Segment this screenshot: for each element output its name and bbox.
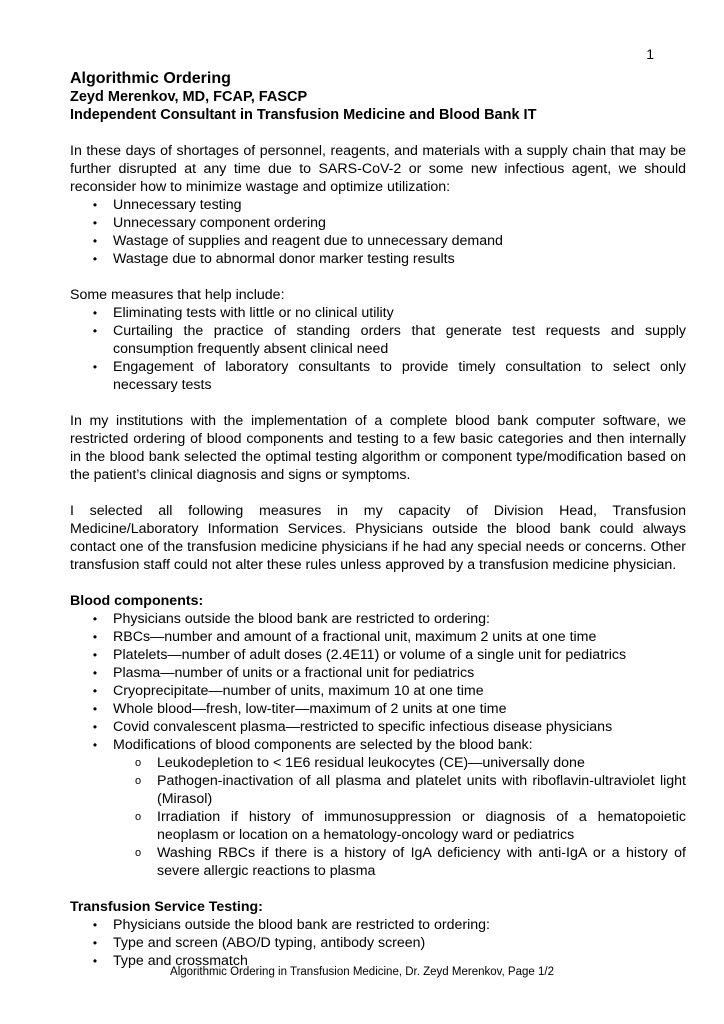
list-item: • Physicians outside the blood bank are restricted to ordering: <box>70 610 686 628</box>
testing-heading: Transfusion Service Testing: <box>70 899 263 915</box>
document-body <box>70 70 686 970</box>
blood-components-heading: Blood components: <box>70 593 204 609</box>
list-item: • Eliminating tests with little or no clinical utility <box>70 304 686 322</box>
bullet-icon: • <box>92 630 98 644</box>
list-item: • Cryoprecipitate—number of units, maximum 10 at one time <box>70 682 686 700</box>
spacer <box>70 268 686 286</box>
bullet-icon: • <box>92 216 98 230</box>
bullet-icon: • <box>92 738 98 752</box>
bullet-icon: • <box>92 360 98 374</box>
list-item: • Modifications of blood components are selected by the blood bank: o Leukodepletion to < 1E6 residual leukocytes (CE)—universally done o Pathogen-inactivation of all plasma and platelet units with riboflavin-ultraviolet light (Mirasol) o Irradiation if history of immunosuppression or diagnosis of a hematopoietic neoplasm or location on a hematology-oncology ward or pediatrics o Washing RBCs if there is a history of IgA deficiency with anti-IgA or a history of severe allergic reactions to plasma <box>70 736 686 880</box>
bullet-icon: • <box>92 720 98 734</box>
document-title: Algorithmic Ordering <box>70 70 231 87</box>
bullet-icon: • <box>92 252 98 266</box>
bullet-icon: • <box>92 198 98 212</box>
intro-list <box>70 196 686 268</box>
list-item: • RBCs—number and amount of a fractional unit, maximum 2 units at one time <box>70 628 686 646</box>
selected-measures-paragraph: I selected all following measures in my capacity of Division Head, Transfusion Medicine/Laboratory Information Services. Physicians outside the blood bank could always contact one of the transfusion medicine physicians if he had any special needs or concerns. Other transfusion staff could not alter these rules unless approved by a transfusion medicine physician. <box>70 503 686 573</box>
list-item: • Curtailing the practice of standing orders that generate test requests and supply consumption frequently absent clinical need <box>70 322 686 358</box>
list-item: • Unnecessary component ordering <box>70 214 686 232</box>
institutions-paragraph: In my institutions with the implementation of a complete blood bank computer software, we restricted ordering of blood components and testing to a few basic categories and then internally in the blood bank selected the optimal testing algorithm or component type/modification based on the patient’s clinical diagnosis and signs or symptoms. <box>70 413 686 483</box>
affiliation-line: Independent Consultant in Transfusion Medicine and Blood Bank IT <box>70 107 537 123</box>
list-item: • Physicians outside the blood bank are restricted to ordering: <box>70 916 686 934</box>
spacer <box>70 880 686 898</box>
bullet-icon: • <box>92 234 98 248</box>
spacer <box>70 394 686 412</box>
testing-list <box>70 916 686 970</box>
bullet-icon: • <box>92 666 98 680</box>
author-line: Zeyd Merenkov, MD, FCAP, FASCP <box>70 89 308 105</box>
page-number: 1 <box>646 46 654 62</box>
modifications-list <box>113 754 686 880</box>
list-item: • Wastage of supplies and reagent due to unnecessary demand <box>70 232 686 250</box>
blood-components-list <box>70 610 686 880</box>
bullet-icon: • <box>92 684 98 698</box>
list-item: • Type and crossmatch <box>70 952 686 970</box>
bullet-icon: • <box>92 918 98 932</box>
spacer <box>70 484 686 502</box>
bullet-icon: • <box>92 324 98 338</box>
sub-list-item: o Pathogen-inactivation of all plasma and platelet units with riboflavin-ultraviolet light (Mirasol) <box>134 773 686 807</box>
list-item: • Type and screen (ABO/D typing, antibody screen) <box>70 934 686 952</box>
spacer <box>70 124 686 142</box>
list-item: • Covid convalescent plasma—restricted to specific infectious disease physicians <box>70 718 686 736</box>
list-item: • Whole blood—fresh, low-titer—maximum of 2 units at one time <box>70 700 686 718</box>
list-item: • Unnecessary testing <box>70 196 686 214</box>
hollow-bullet-icon: o <box>134 775 142 787</box>
sub-list-item: o Leukodepletion to < 1E6 residual leukocytes (CE)—universally done <box>134 755 585 771</box>
list-item: • Platelets—number of adult doses (2.4E11) or volume of a single unit for pediatrics <box>70 646 686 664</box>
bullet-icon: • <box>92 306 98 320</box>
spacer <box>70 574 686 592</box>
sub-list-item: o Washing RBCs if there is a history of IgA deficiency with anti-IgA or a history of severe allergic reactions to plasma <box>134 845 686 879</box>
sub-list-item: o Irradiation if history of immunosuppression or diagnosis of a hematopoietic neoplasm or location on a hematology-oncology ward or pediatrics <box>134 809 686 843</box>
list-item: • Plasma—number of units or a fractional unit for pediatrics <box>70 664 686 682</box>
hollow-bullet-icon: o <box>134 757 142 769</box>
bullet-icon: • <box>92 648 98 662</box>
hollow-bullet-icon: o <box>134 811 142 823</box>
hollow-bullet-icon: o <box>134 847 142 859</box>
bullet-icon: • <box>92 936 98 950</box>
measures-list <box>70 304 686 394</box>
list-item: • Wastage due to abnormal donor marker testing results <box>70 250 686 268</box>
page-footer: Algorithmic Ordering in Transfusion Medicine, Dr. Zeyd Merenkov, Page 1/2 <box>170 966 554 978</box>
bullet-icon: • <box>92 954 98 968</box>
measures-paragraph: Some measures that help include: <box>70 287 285 303</box>
bullet-icon: • <box>92 702 98 716</box>
intro-paragraph: In these days of shortages of personnel, reagents, and materials with a supply chain that may be further disrupted at any time due to SARS-CoV-2 or some new infectious agent, we should reconsider how to minimize wastage and optimize utilization: <box>70 143 686 195</box>
list-item: • Engagement of laboratory consultants to provide timely consultation to select only necessary tests <box>70 358 686 394</box>
bullet-icon: • <box>92 612 98 626</box>
